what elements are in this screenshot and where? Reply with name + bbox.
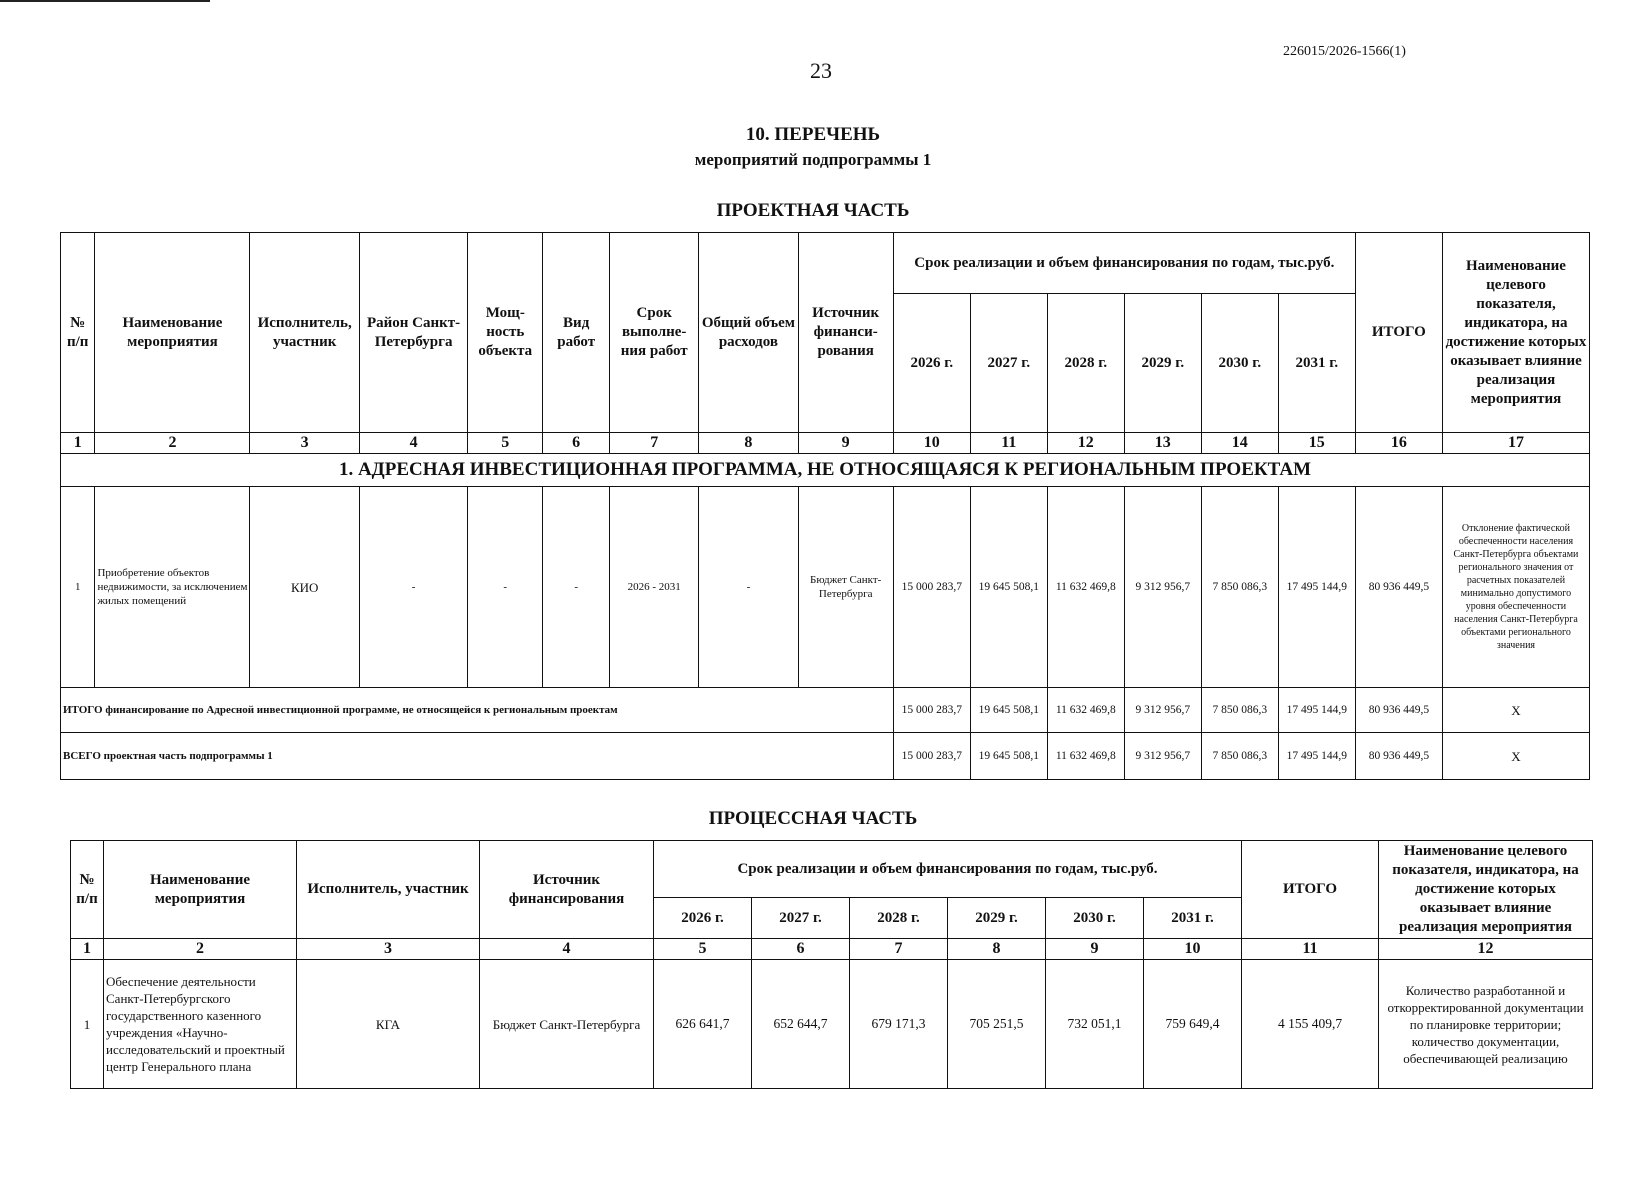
- header-indicator: Наименование целевого показателя, индикатора, на достижение которых оказывает влияние реализация мероприятия: [1442, 233, 1589, 433]
- document-number: 226015/2026-1566(1): [1283, 44, 1406, 59]
- document-subtitle: мероприятий подпрограммы 1: [694, 150, 932, 169]
- row-year-value: 7 850 086,3: [1201, 487, 1278, 688]
- row-district: -: [359, 487, 467, 688]
- column-number: 1: [71, 939, 104, 960]
- column-number: 12: [1047, 433, 1124, 454]
- project-section-title: ПРОЕКТНАЯ ЧАСТЬ: [716, 200, 910, 221]
- row-year-value: 705 251,5: [948, 960, 1046, 1089]
- header-year: 2027 г.: [970, 294, 1047, 433]
- header-period: Срок реализации и объем финансирования по годам, тыс.руб.: [654, 841, 1242, 898]
- column-number: 5: [654, 939, 752, 960]
- top-rule: [0, 0, 210, 2]
- header-district: Район Санкт-Петербурга: [359, 233, 467, 433]
- column-number: 9: [1046, 939, 1144, 960]
- row-indicator: Отклонение фактической обеспеченности населения Санкт-Петербурга объектами регионального значения от расчетных показателей минимально допустимого уровня обеспеченности населения Санкт-Петербурга объектами регионального значения: [1442, 487, 1589, 688]
- row-term: 2026 - 2031: [610, 487, 699, 688]
- row-num: 1: [71, 960, 104, 1089]
- header-total-cost: Общий объем расходов: [699, 233, 798, 433]
- header-year: 2031 г.: [1144, 898, 1242, 939]
- row-executor: КИО: [250, 487, 359, 688]
- header-term: Срок выполне-ния работ: [610, 233, 699, 433]
- row-source: Бюджет Санкт-Петербурга: [798, 487, 893, 688]
- subtotal-year-value: 7 850 086,3: [1201, 688, 1278, 733]
- header-year: 2029 г.: [1124, 294, 1201, 433]
- header-year: 2026 г.: [893, 294, 970, 433]
- header-name: Наименование мероприятия: [95, 233, 250, 433]
- table-row: [71, 960, 1593, 1089]
- grand-total-year-value: 11 632 469,8: [1047, 733, 1124, 780]
- header-year: 2028 г.: [850, 898, 948, 939]
- column-number: 9: [798, 433, 893, 454]
- column-number: 10: [1144, 939, 1242, 960]
- header-num: № п/п: [61, 233, 95, 433]
- row-total-cost: -: [699, 487, 798, 688]
- row-year-value: 652 644,7: [752, 960, 850, 1089]
- subtotal-indicator: X: [1442, 688, 1589, 733]
- subtotal-label: ИТОГО финансирование по Адресной инвестиционной программе, не относящейся к региональным проектам: [61, 688, 894, 733]
- header-total: ИТОГО: [1355, 233, 1442, 433]
- column-number: 14: [1201, 433, 1278, 454]
- column-number: 8: [699, 433, 798, 454]
- column-number: 2: [104, 939, 297, 960]
- header-year: 2029 г.: [948, 898, 1046, 939]
- column-number: 7: [610, 433, 699, 454]
- column-number: 16: [1355, 433, 1442, 454]
- subtotal-year-value: 11 632 469,8: [1047, 688, 1124, 733]
- header-year: 2026 г.: [654, 898, 752, 939]
- row-total: 4 155 409,7: [1242, 960, 1379, 1089]
- header-work-type: Вид работ: [543, 233, 610, 433]
- row-indicator: Количество разработанной и откорректированной документации по планировке территории; количество документации, обеспечивающей реализацию: [1379, 960, 1593, 1089]
- row-year-value: 11 632 469,8: [1047, 487, 1124, 688]
- header-total: ИТОГО: [1242, 841, 1379, 939]
- column-number: 6: [543, 433, 610, 454]
- process-section-title: ПРОЦЕССНАЯ ЧАСТЬ: [708, 808, 918, 829]
- grand-total-row: [61, 733, 1590, 780]
- header-source: Источник финанси-рования: [798, 233, 893, 433]
- header-name: Наименование мероприятия: [104, 841, 297, 939]
- column-number: 10: [893, 433, 970, 454]
- header-source: Источник финансирования: [480, 841, 654, 939]
- column-number: 17: [1442, 433, 1589, 454]
- header-indicator: Наименование целевого показателя, индикатора, на достижение которых оказывает влияние реализация мероприятия: [1379, 841, 1593, 939]
- column-numbers-row: [61, 433, 1590, 454]
- row-year-value: 626 641,7: [654, 960, 752, 1089]
- column-number: 11: [970, 433, 1047, 454]
- table-row: [61, 487, 1590, 688]
- column-number: 4: [359, 433, 467, 454]
- column-number: 2: [95, 433, 250, 454]
- grand-total-year-value: 7 850 086,3: [1201, 733, 1278, 780]
- row-year-value: 17 495 144,9: [1278, 487, 1355, 688]
- column-number: 15: [1278, 433, 1355, 454]
- column-number: 13: [1124, 433, 1201, 454]
- grand-total-year-value: 9 312 956,7: [1124, 733, 1201, 780]
- column-number: 3: [250, 433, 359, 454]
- row-total: 80 936 449,5: [1355, 487, 1442, 688]
- row-work-type: -: [543, 487, 610, 688]
- column-number: 5: [468, 433, 543, 454]
- grand-total-label: ВСЕГО проектная часть подпрограммы 1: [61, 733, 894, 780]
- column-number: 1: [61, 433, 95, 454]
- subtotal-year-value: 15 000 283,7: [893, 688, 970, 733]
- grand-total-year-value: 19 645 508,1: [970, 733, 1047, 780]
- row-name: Обеспечение деятельности Санкт-Петербургского государственного казенного учреждения «Научно-исследовательский и проектный центр Генерального плана: [104, 960, 297, 1089]
- subtotal-year-value: 19 645 508,1: [970, 688, 1047, 733]
- row-year-value: 15 000 283,7: [893, 487, 970, 688]
- column-number: 4: [480, 939, 654, 960]
- subtotal-total: 80 936 449,5: [1355, 688, 1442, 733]
- header-executor: Исполнитель, участник: [250, 233, 359, 433]
- section-band: 1. АДРЕСНАЯ ИНВЕСТИЦИОННАЯ ПРОГРАММА, НЕ ОТНОСЯЩАЯСЯ К РЕГИОНАЛЬНЫМ ПРОЕКТАМ: [61, 454, 1590, 487]
- column-numbers-row: [71, 939, 1593, 960]
- header-year: 2030 г.: [1201, 294, 1278, 433]
- subtotal-year-value: 17 495 144,9: [1278, 688, 1355, 733]
- column-number: 11: [1242, 939, 1379, 960]
- grand-total-indicator: X: [1442, 733, 1589, 780]
- grand-total-year-value: 15 000 283,7: [893, 733, 970, 780]
- process-table: [70, 840, 1593, 1089]
- row-year-value: 679 171,3: [850, 960, 948, 1089]
- column-number: 7: [850, 939, 948, 960]
- project-table: [60, 232, 1590, 780]
- page-number: 23: [810, 58, 832, 83]
- subtotal-row: [61, 688, 1590, 733]
- header-executor: Исполнитель, участник: [297, 841, 480, 939]
- row-capacity: -: [468, 487, 543, 688]
- row-year-value: 9 312 956,7: [1124, 487, 1201, 688]
- subtotal-year-value: 9 312 956,7: [1124, 688, 1201, 733]
- header-capacity: Мощ-ность объекта: [468, 233, 543, 433]
- row-num: 1: [61, 487, 95, 688]
- header-period: Срок реализации и объем финансирования по годам, тыс.руб.: [893, 233, 1355, 294]
- row-name: Приобретение объектов недвижимости, за исключением жилых помещений: [95, 487, 250, 688]
- row-executor: КГА: [297, 960, 480, 1089]
- grand-total-total: 80 936 449,5: [1355, 733, 1442, 780]
- row-source: Бюджет Санкт-Петербурга: [480, 960, 654, 1089]
- document-title: 10. ПЕРЕЧЕНЬ: [745, 124, 881, 145]
- column-number: 3: [297, 939, 480, 960]
- column-number: 12: [1379, 939, 1593, 960]
- row-year-value: 759 649,4: [1144, 960, 1242, 1089]
- header-year: 2028 г.: [1047, 294, 1124, 433]
- header-num: № п/п: [71, 841, 104, 939]
- row-year-value: 732 051,1: [1046, 960, 1144, 1089]
- header-year: 2027 г.: [752, 898, 850, 939]
- column-number: 8: [948, 939, 1046, 960]
- column-number: 6: [752, 939, 850, 960]
- grand-total-year-value: 17 495 144,9: [1278, 733, 1355, 780]
- header-year: 2030 г.: [1046, 898, 1144, 939]
- row-year-value: 19 645 508,1: [970, 487, 1047, 688]
- header-year: 2031 г.: [1278, 294, 1355, 433]
